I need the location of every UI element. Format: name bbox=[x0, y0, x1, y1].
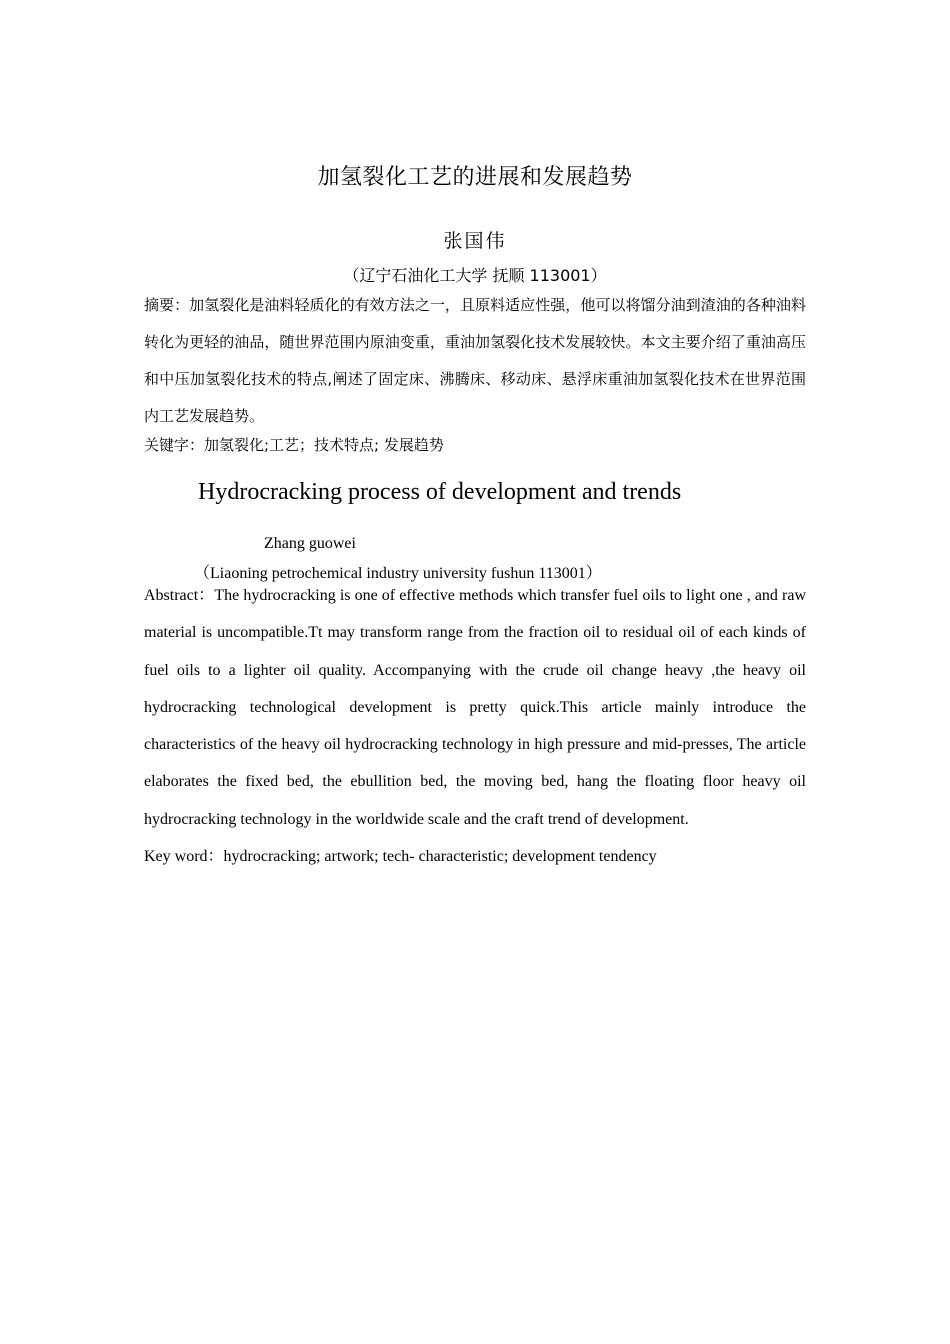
english-title: Hydrocracking process of development and trends bbox=[198, 479, 682, 505]
english-affiliation: （Liaoning petrochemical industry university fushun 113001） bbox=[194, 565, 602, 582]
english-keywords: Key word：hydrocracking; artwork; tech- characteristic; development tendency bbox=[144, 848, 657, 865]
chinese-keywords: 关键字：加氢裂化;工艺；技术特点; 发展趋势 bbox=[144, 436, 444, 454]
chinese-abstract: 摘要：加氢裂化是油料轻质化的有效方法之一，且原料适应性强，他可以将馏分油到渣油的各种油料转化为更轻的油品，随世界范围内原油变重，重油加氢裂化技术发展较快。本文主要介绍了重油高压和中压加氢裂化技术的特点,阐述了固定床、沸腾床、移动床、悬浮床重油加氢裂化技术在世界范围内工艺发展趋势。 bbox=[144, 296, 806, 425]
english-abstract: Abstract：The hydrocracking is one of effective methods which transfer fuel oils to light one , and raw material is uncompatible.Tt may transform range from the fraction oil to residual oil of each kinds of fuel oils to a lighter oil quality. Accompanying with the crude oil change heavy ,the heavy oil hydrocracking technological development is pretty quick.This article mainly introduce the characteristics of the heavy oil hydrocracking technology in high pressure and mid-presses, The article elaborates the fixed bed, the ebullition bed, the moving bed, hang the floating floor heavy oil hydrocracking technology in the worldwide scale and the craft trend of development. bbox=[144, 587, 806, 828]
chinese-title: 加氢裂化工艺的进展和发展趋势 bbox=[317, 165, 633, 190]
chinese-author: 张国伟 bbox=[443, 230, 507, 252]
chinese-affiliation: （辽宁石油化工大学 抚顺 113001） bbox=[343, 266, 607, 285]
english-author: Zhang guowei bbox=[264, 535, 356, 552]
